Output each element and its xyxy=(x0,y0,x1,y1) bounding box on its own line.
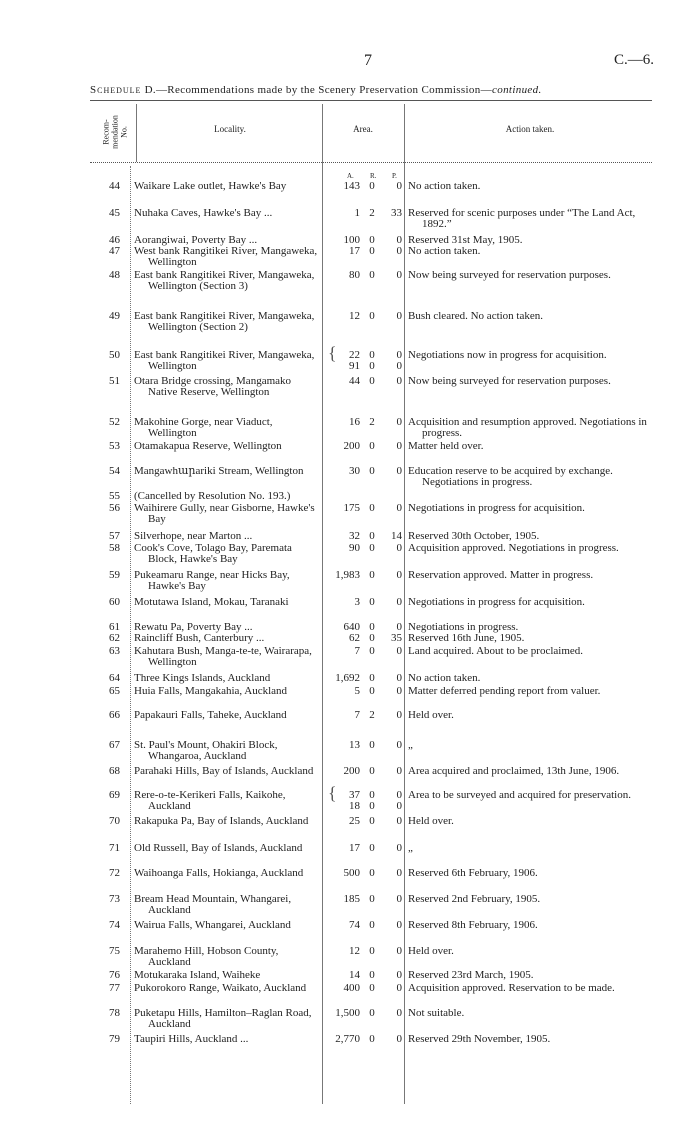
area-acres: 200 xyxy=(343,765,360,777)
area-roods: 0 xyxy=(369,234,375,246)
action-cell: Reserved for scenic purposes under “The Land Act, 1892.” xyxy=(408,207,636,230)
area-acres: 5 xyxy=(354,685,360,697)
header-locality: Locality. xyxy=(214,124,246,134)
area-roods: 0 xyxy=(369,621,375,633)
locality-cell: Kahutara Bush, Manga-te-te, Wairarapa, Wellington xyxy=(134,645,312,668)
action-cell: Held over. xyxy=(408,709,454,721)
action-cell: Area to be surveyed and acquired for preservation. xyxy=(408,789,631,801)
area-acres: 80 xyxy=(349,269,360,281)
area-acres: 1 xyxy=(354,207,360,219)
action-cell: Reserved 23rd March, 1905. xyxy=(408,969,534,981)
header-recommendation-no: Recom- mendation No. xyxy=(101,115,129,149)
recommendation-number: 68 xyxy=(109,765,120,777)
locality-cell: Otamakapua Reserve, Wellington xyxy=(134,440,282,452)
area-acres: 400 xyxy=(343,982,360,994)
unit-acres: A. xyxy=(347,172,354,180)
area-roods: 0 xyxy=(369,945,375,957)
recommendation-number: 78 xyxy=(109,1007,120,1019)
area-roods: 0 xyxy=(369,815,375,827)
action-cell: Negotiations in progress for acquisition. xyxy=(408,596,585,608)
area-roods: 0 xyxy=(369,982,375,994)
locality-cell: Mangawhարariki Stream, Wellington xyxy=(134,465,304,477)
recommendation-number: 79 xyxy=(109,1033,120,1045)
area-acres: 44 xyxy=(349,375,360,387)
area-roods: 0 xyxy=(369,465,375,477)
column-rule xyxy=(404,104,405,1104)
column-rule xyxy=(136,104,137,162)
area-acres: 175 xyxy=(343,502,360,514)
area-acres: 1,692 xyxy=(335,672,360,684)
locality-cell: Nuhaka Caves, Hawke's Bay ... xyxy=(134,207,273,219)
recommendation-number: 47 xyxy=(109,245,120,257)
action-cell: Now being surveyed for reservation purposes. xyxy=(408,269,611,281)
area-perches: 0 xyxy=(396,919,402,931)
area-perches: 0 xyxy=(396,234,402,246)
area-acres: 200 xyxy=(343,440,360,452)
area-perches: 0 xyxy=(396,310,402,322)
area-perches: 0 xyxy=(396,440,402,452)
area-acres: 2,770 xyxy=(335,1033,360,1045)
area-perches: 0 xyxy=(396,269,402,281)
action-cell: Acquisition approved. Reservation to be made. xyxy=(408,982,615,994)
area-perches: 0 xyxy=(396,969,402,981)
action-cell: Reserved 8th February, 1906. xyxy=(408,919,538,931)
area-perches-secondary: 0 xyxy=(396,800,402,812)
locality-cell: East bank Rangitikei River, Mangaweka, Wellington (Section 3) xyxy=(134,269,315,292)
action-cell: Reserved 30th October, 1905. xyxy=(408,530,540,542)
area-acres: 17 xyxy=(349,842,360,854)
action-cell: Acquisition approved. Negotiations in progress. xyxy=(408,542,619,554)
area-roods: 0 xyxy=(369,685,375,697)
recommendation-number: 74 xyxy=(109,919,120,931)
area-roods: 0 xyxy=(369,542,375,554)
brace-icon: { xyxy=(328,783,337,803)
action-cell: Area acquired and proclaimed, 13th June, 1906. xyxy=(408,765,620,777)
locality-cell: Makohine Gorge, near Viaduct, Wellington xyxy=(134,416,273,439)
action-cell: Land acquired. About to be proclaimed. xyxy=(408,645,584,657)
locality-cell: Parahaki Hills, Bay of Islands, Auckland xyxy=(134,765,314,777)
recommendation-number: 57 xyxy=(109,530,120,542)
action-cell: Reservation approved. Matter in progress. xyxy=(408,569,594,581)
locality-cell: Three Kings Islands, Auckland xyxy=(134,672,271,684)
area-perches: 0 xyxy=(396,685,402,697)
area-acres: 74 xyxy=(349,919,360,931)
area-perches: 0 xyxy=(396,739,402,751)
locality-cell: (Cancelled by Resolution No. 193.) xyxy=(134,490,291,502)
recommendation-number: 58 xyxy=(109,542,120,554)
area-roods: 0 xyxy=(369,969,375,981)
locality-cell: Pukeamaru Range, near Hicks Bay, Hawke's Bay xyxy=(134,569,290,592)
area-acres: 13 xyxy=(349,739,360,751)
action-cell: Now being surveyed for reservation purposes. xyxy=(408,375,611,387)
area-acres: 640 xyxy=(343,621,360,633)
locality-cell: Old Russell, Bay of Islands, Auckland xyxy=(134,842,303,854)
action-cell: Reserved 2nd February, 1905. xyxy=(408,893,541,905)
locality-cell: Huia Falls, Mangakahia, Auckland xyxy=(134,685,288,697)
area-perches: 0 xyxy=(396,867,402,879)
area-perches: 0 xyxy=(396,765,402,777)
area-perches: 0 xyxy=(396,502,402,514)
locality-cell: Cook's Cove, Tolago Bay, Paremata Block, Hawke's Bay xyxy=(134,542,292,565)
brace-icon: { xyxy=(328,343,337,363)
recommendation-number: 54 xyxy=(109,465,120,477)
recommendation-number: 44 xyxy=(109,180,120,192)
area-roods: 2 xyxy=(369,416,375,428)
area-roods-secondary: 0 xyxy=(369,360,375,372)
area-perches: 0 xyxy=(396,815,402,827)
action-cell: Acquisition and resumption approved. Negotiations in progress. xyxy=(408,416,647,439)
area-roods: 0 xyxy=(369,502,375,514)
area-acres-secondary: 18 xyxy=(349,800,360,812)
area-perches: 35 xyxy=(391,632,402,644)
action-cell: Negotiations in progress for acquisition. xyxy=(408,502,585,514)
action-cell: Education reserve to be acquired by exchange. Negotiations in progress. xyxy=(408,465,613,488)
area-acres: 1,500 xyxy=(335,1007,360,1019)
area-roods: 0 xyxy=(369,269,375,281)
area-acres: 22 xyxy=(349,349,360,361)
area-perches: 0 xyxy=(396,245,402,257)
area-acres: 100 xyxy=(343,234,360,246)
area-perches: 0 xyxy=(396,709,402,721)
area-perches-secondary: 0 xyxy=(396,360,402,372)
action-cell: No action taken. xyxy=(408,245,481,257)
area-perches: 0 xyxy=(396,180,402,192)
locality-cell: Rakapuka Pa, Bay of Islands, Auckland xyxy=(134,815,309,827)
recommendation-number: 50 xyxy=(109,349,120,361)
area-roods: 0 xyxy=(369,440,375,452)
area-acres: 25 xyxy=(349,815,360,827)
recommendation-number: 55 xyxy=(109,490,120,502)
recommendation-number: 66 xyxy=(109,709,120,721)
area-roods: 2 xyxy=(369,207,375,219)
header-bottom-rule xyxy=(90,162,652,163)
column-rule xyxy=(130,166,131,1104)
area-roods: 0 xyxy=(369,1007,375,1019)
area-perches: 0 xyxy=(396,789,402,801)
area-roods: 0 xyxy=(369,596,375,608)
area-roods: 0 xyxy=(369,632,375,644)
area-perches: 33 xyxy=(391,207,402,219)
area-perches: 0 xyxy=(396,416,402,428)
action-cell: Bush cleared. No action taken. xyxy=(408,310,544,322)
locality-cell: Rere-o-te-Kerikeri Falls, Kaikohe, Auckland xyxy=(134,789,286,812)
caption-lead: Schedule xyxy=(90,84,142,96)
action-cell: Not suitable. xyxy=(408,1007,465,1019)
recommendation-number: 59 xyxy=(109,569,120,581)
recommendation-number: 62 xyxy=(109,632,120,644)
locality-cell: Raincliff Bush, Canterbury ... xyxy=(134,632,265,644)
locality-cell: Wairua Falls, Whangarei, Auckland xyxy=(134,919,291,931)
locality-cell: Silverhope, near Marton ... xyxy=(134,530,253,542)
caption-tail: continued. xyxy=(491,84,542,96)
action-cell: Matter deferred pending report from valuer. xyxy=(408,685,601,697)
recommendation-number: 75 xyxy=(109,945,120,957)
area-perches: 0 xyxy=(396,1033,402,1045)
locality-cell: St. Paul's Mount, Ohakiri Block, Whangaroa, Auckland xyxy=(134,739,278,762)
locality-cell: East bank Rangitikei River, Mangaweka, Wellington (Section 2) xyxy=(134,310,315,333)
header-action: Action taken. xyxy=(505,124,555,134)
area-perches: 0 xyxy=(396,842,402,854)
recommendation-number: 77 xyxy=(109,982,120,994)
area-perches: 0 xyxy=(396,645,402,657)
area-roods: 0 xyxy=(369,765,375,777)
action-cell: Reserved 31st May, 1905. xyxy=(408,234,523,246)
recommendation-number: 69 xyxy=(109,789,120,801)
area-roods: 0 xyxy=(369,1033,375,1045)
area-roods: 0 xyxy=(369,569,375,581)
recommendation-number: 70 xyxy=(109,815,120,827)
action-cell: Reserved 29th November, 1905. xyxy=(408,1033,551,1045)
area-perches: 0 xyxy=(396,982,402,994)
locality-cell: Marahemo Hill, Hobson County, Auckland xyxy=(134,945,279,968)
recommendation-number: 60 xyxy=(109,596,120,608)
caption-body: D.—Recommendations made by the Scenery Preservation Commission— xyxy=(144,84,492,96)
area-acres: 12 xyxy=(349,310,360,322)
area-perches: 0 xyxy=(396,893,402,905)
area-acres: 32 xyxy=(349,530,360,542)
area-roods: 0 xyxy=(369,530,375,542)
area-perches: 0 xyxy=(396,569,402,581)
area-acres: 1,983 xyxy=(335,569,360,581)
area-perches: 0 xyxy=(396,596,402,608)
area-acres: 62 xyxy=(349,632,360,644)
area-perches: 14 xyxy=(391,530,402,542)
action-cell: Held over. xyxy=(408,945,454,957)
area-acres: 12 xyxy=(349,945,360,957)
area-acres: 143 xyxy=(343,180,360,192)
unit-roods: R. xyxy=(370,172,377,180)
area-roods: 0 xyxy=(369,739,375,751)
action-cell: Negotiations now in progress for acquisition. xyxy=(408,349,607,361)
action-cell: „ xyxy=(408,739,413,751)
area-acres: 30 xyxy=(349,465,360,477)
recommendation-number: 48 xyxy=(109,269,120,281)
area-acres: 500 xyxy=(343,867,360,879)
area-roods: 0 xyxy=(369,672,375,684)
area-roods: 2 xyxy=(369,709,375,721)
area-acres: 17 xyxy=(349,245,360,257)
recommendation-number: 49 xyxy=(109,310,120,322)
area-perches: 0 xyxy=(396,945,402,957)
area-acres: 185 xyxy=(343,893,360,905)
area-perches: 0 xyxy=(396,542,402,554)
recommendation-number: 65 xyxy=(109,685,120,697)
recommendation-number: 45 xyxy=(109,207,120,219)
area-acres: 16 xyxy=(349,416,360,428)
locality-cell: Motutawa Island, Mokau, Taranaki xyxy=(134,596,289,608)
area-perches: 0 xyxy=(396,375,402,387)
recommendation-number: 56 xyxy=(109,502,120,514)
locality-cell: Waihoanga Falls, Hokianga, Auckland xyxy=(134,867,304,879)
locality-cell: Taupiri Hills, Auckland ... xyxy=(134,1033,249,1045)
recommendation-number: 46 xyxy=(109,234,120,246)
locality-cell: Otara Bridge crossing, Mangamako Native Reserve, Wellington xyxy=(134,375,292,398)
locality-cell: Waikare Lake outlet, Hawke's Bay xyxy=(134,180,287,192)
unit-perches: P. xyxy=(392,172,397,180)
recommendation-number: 63 xyxy=(109,645,120,657)
recommendation-number: 52 xyxy=(109,416,120,428)
recommendation-number: 67 xyxy=(109,739,120,751)
area-roods: 0 xyxy=(369,180,375,192)
area-roods: 0 xyxy=(369,919,375,931)
area-acres: 7 xyxy=(354,709,360,721)
area-roods: 0 xyxy=(369,842,375,854)
area-acres-secondary: 91 xyxy=(349,360,360,372)
recommendation-number: 73 xyxy=(109,893,120,905)
action-cell: Matter held over. xyxy=(408,440,484,452)
area-roods: 0 xyxy=(369,245,375,257)
recommendation-number: 64 xyxy=(109,672,120,684)
action-cell: Negotiations in progress. xyxy=(408,621,519,633)
area-roods-secondary: 0 xyxy=(369,800,375,812)
schedule-caption xyxy=(90,84,650,96)
document-code: C.—6. xyxy=(613,52,654,68)
recommendation-number: 51 xyxy=(109,375,120,387)
recommendation-number: 71 xyxy=(109,842,120,854)
area-perches: 0 xyxy=(396,465,402,477)
action-cell: No action taken. xyxy=(408,180,481,192)
locality-cell: East bank Rangitikei River, Mangaweka, Wellington xyxy=(134,349,315,372)
area-acres: 7 xyxy=(354,645,360,657)
locality-cell: Motukaraka Island, Waiheke xyxy=(134,969,261,981)
area-perches: 0 xyxy=(396,1007,402,1019)
area-acres: 90 xyxy=(349,542,360,554)
area-roods: 0 xyxy=(369,349,375,361)
action-cell: No action taken. xyxy=(408,672,481,684)
locality-cell: West bank Rangitikei River, Mangaweka, Wellington xyxy=(134,245,318,268)
recommendation-number: 53 xyxy=(109,440,120,452)
area-perches: 0 xyxy=(396,349,402,361)
area-perches: 0 xyxy=(396,672,402,684)
area-acres: 14 xyxy=(349,969,360,981)
locality-cell: Rewatu Pa, Poverty Bay ... xyxy=(134,621,253,633)
recommendation-number: 76 xyxy=(109,969,120,981)
area-roods: 0 xyxy=(369,893,375,905)
recommendation-number: 61 xyxy=(109,621,120,633)
locality-cell: Bream Head Mountain, Whangarei, Auckland xyxy=(134,893,292,916)
action-cell: „ xyxy=(408,842,413,854)
area-roods: 0 xyxy=(369,789,375,801)
locality-cell: Pukorokoro Range, Waikato, Auckland xyxy=(134,982,307,994)
action-cell: Reserved 16th June, 1905. xyxy=(408,632,525,644)
page-number: 7 xyxy=(364,52,372,69)
top-rule xyxy=(90,100,652,101)
area-roods: 0 xyxy=(369,867,375,879)
locality-cell: Puketapu Hills, Hamilton–Raglan Road, Auckland xyxy=(134,1007,312,1030)
action-cell: Reserved 6th February, 1906. xyxy=(408,867,538,879)
header-area: Area. xyxy=(353,124,373,134)
area-roods: 0 xyxy=(369,375,375,387)
area-perches: 0 xyxy=(396,621,402,633)
area-roods: 0 xyxy=(369,310,375,322)
recommendation-number: 72 xyxy=(109,867,120,879)
area-acres: 37 xyxy=(349,789,360,801)
area-roods: 0 xyxy=(369,645,375,657)
locality-cell: Aorangiwai, Poverty Bay ... xyxy=(134,234,258,246)
area-acres: 3 xyxy=(354,596,360,608)
locality-cell: Papakauri Falls, Taheke, Auckland xyxy=(134,709,287,721)
locality-cell: Waihirere Gully, near Gisborne, Hawke's Bay xyxy=(134,502,315,525)
action-cell: Held over. xyxy=(408,815,454,827)
